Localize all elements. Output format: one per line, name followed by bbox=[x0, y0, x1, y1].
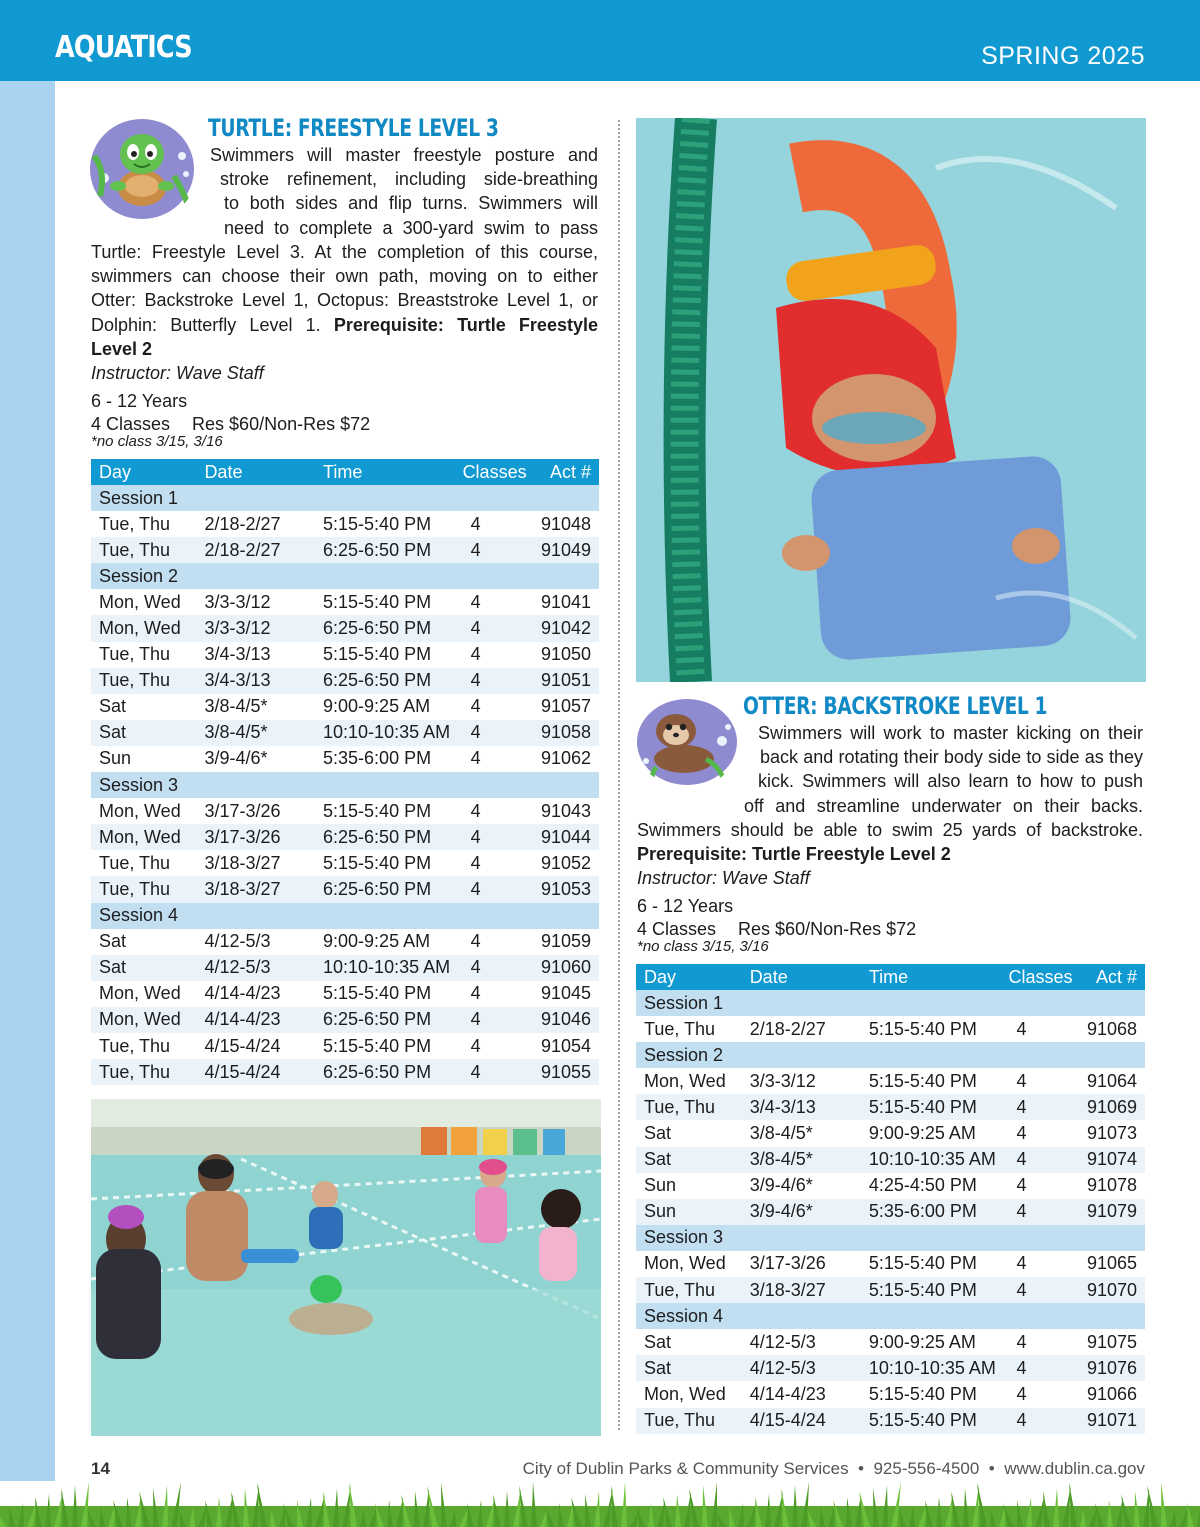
table-row bbox=[91, 1033, 599, 1059]
cell-time: 10:10-10:35 AM bbox=[861, 1147, 1001, 1173]
turtle-fees bbox=[91, 413, 598, 435]
footer-separator: • bbox=[988, 1459, 995, 1478]
pool-class-photo bbox=[91, 1099, 601, 1436]
cell-classes: 4 bbox=[470, 591, 481, 612]
cell-day: Tue, Thu bbox=[91, 668, 196, 694]
cell-act: 91054 bbox=[540, 1035, 591, 1056]
cell-act: 91064 bbox=[1086, 1070, 1137, 1091]
cell-classes: 4 bbox=[1016, 1383, 1027, 1404]
turtle-no-class-note: *no class 3/15, 3/16 bbox=[91, 433, 223, 450]
table-row bbox=[91, 746, 599, 772]
cell-time: 5:15-5:40 PM bbox=[861, 1277, 1001, 1303]
table-row bbox=[91, 876, 599, 902]
session-row bbox=[636, 1303, 1145, 1329]
table-row bbox=[636, 1408, 1145, 1434]
turtle-description-lead bbox=[210, 143, 598, 240]
cell-date: 4/14-4/23 bbox=[196, 1007, 315, 1033]
table-row bbox=[91, 981, 599, 1007]
col-header-classes: Classes bbox=[1000, 964, 1072, 990]
cell-date: 4/15-4/24 bbox=[742, 1408, 861, 1434]
cell-act: 91055 bbox=[527, 1059, 599, 1085]
table-row bbox=[91, 615, 599, 641]
cell-act: 91062 bbox=[540, 748, 591, 769]
kickboard-swimmer-photo bbox=[636, 118, 1146, 682]
table-row bbox=[636, 1068, 1145, 1094]
cell-classes: 4 bbox=[1000, 1094, 1072, 1120]
cell-act: 91059 bbox=[540, 931, 591, 952]
cell-act: 91044 bbox=[527, 824, 599, 850]
session-label: Session 1 bbox=[91, 485, 599, 511]
session-row bbox=[91, 903, 599, 929]
cell-day: Sat bbox=[636, 1147, 742, 1173]
table-row bbox=[91, 720, 599, 746]
cell-day: Tue, Thu bbox=[644, 1018, 716, 1039]
cell-classes: 4 bbox=[470, 800, 481, 821]
section-title: AQUATICS bbox=[55, 30, 192, 65]
session-label: Session 2 bbox=[91, 563, 599, 589]
cell-day: Sat bbox=[644, 1331, 672, 1352]
grass-blade bbox=[621, 1482, 627, 1527]
cell-time: 5:35-6:00 PM bbox=[861, 1199, 1001, 1225]
otter-classes-count: 4 Classes bbox=[637, 919, 717, 939]
cell-day: Tue, Thu bbox=[91, 1059, 196, 1085]
cell-time: 5:15-5:40 PM bbox=[861, 1408, 1001, 1434]
cell-time: 5:15-5:40 PM bbox=[323, 644, 432, 665]
session-row bbox=[636, 1225, 1145, 1251]
cell-act: 91046 bbox=[527, 1007, 599, 1033]
turtle-instructor: Instructor: Wave Staff bbox=[91, 363, 264, 383]
session-label: Session 4 bbox=[91, 903, 599, 929]
otter-desc-line-2: back and rotating their body side to side as they bbox=[760, 747, 1143, 768]
table-row bbox=[636, 1173, 1145, 1199]
cell-date: 3/17-3/26 bbox=[749, 1253, 826, 1274]
turtle-desc-line-1: Swimmers will master freestyle posture and bbox=[210, 145, 598, 165]
column-divider bbox=[618, 120, 620, 1430]
cell-time: 10:10-10:35 AM bbox=[315, 720, 455, 746]
table-row bbox=[91, 798, 599, 824]
cell-time: 9:00-9:25 AM bbox=[868, 1331, 976, 1352]
cell-act: 91053 bbox=[527, 876, 599, 902]
turtle-schedule-table bbox=[91, 459, 599, 1085]
session-label: Session 2 bbox=[636, 1042, 1145, 1068]
cell-date: 2/18-2/27 bbox=[749, 1018, 826, 1039]
cell-classes: 4 bbox=[1000, 1277, 1072, 1303]
col-header-act: Act # bbox=[1072, 964, 1145, 990]
cell-act: 91051 bbox=[527, 668, 599, 694]
cell-act: 91076 bbox=[1072, 1355, 1145, 1381]
cell-classes: 4 bbox=[455, 615, 527, 641]
cell-date: 3/3-3/12 bbox=[196, 615, 315, 641]
cell-act: 91070 bbox=[1072, 1277, 1145, 1303]
cell-time: 6:25-6:50 PM bbox=[315, 615, 455, 641]
turtle-desc-line-3: to both sides and flip turns. Swimmers will bbox=[224, 193, 598, 214]
cell-classes: 4 bbox=[455, 537, 527, 563]
col-header-date: Date bbox=[196, 459, 315, 485]
cell-classes: 4 bbox=[455, 955, 527, 981]
otter-desc-rest: Swimmers should be able to swim 25 yards of backstroke. bbox=[637, 820, 1143, 840]
cell-date: 3/4-3/13 bbox=[204, 644, 271, 665]
cell-date: 3/18-3/27 bbox=[196, 876, 315, 902]
otter-prereq: Prerequisite: Turtle Freestyle Level 2 bbox=[637, 844, 951, 865]
cell-time: 9:00-9:25 AM bbox=[868, 1123, 976, 1144]
col-header-date: Date bbox=[742, 964, 861, 990]
cell-date: 3/9-4/6* bbox=[204, 748, 268, 769]
cell-date: 3/9-4/6* bbox=[749, 1175, 813, 1196]
cell-classes: 4 bbox=[1016, 1331, 1027, 1352]
col-header-time: Time bbox=[315, 459, 455, 485]
page-header bbox=[0, 0, 1200, 81]
cell-date: 2/18-2/27 bbox=[204, 513, 281, 534]
session-label: Session 3 bbox=[91, 772, 599, 798]
table-row bbox=[91, 642, 599, 668]
cell-day: Sat bbox=[636, 1355, 742, 1381]
cell-day: Mon, Wed bbox=[91, 615, 196, 641]
cell-act: 91052 bbox=[540, 852, 591, 873]
cell-date: 4/12-5/3 bbox=[742, 1355, 861, 1381]
cell-day: Sun bbox=[99, 748, 132, 769]
cell-classes: 4 bbox=[1000, 1147, 1072, 1173]
cell-day: Sat bbox=[99, 931, 127, 952]
cell-act: 91066 bbox=[1086, 1383, 1137, 1404]
turtle-meta bbox=[91, 361, 598, 448]
session-label: Session 1 bbox=[636, 990, 1145, 1016]
turtle-ages: 6 - 12 Years bbox=[91, 391, 188, 411]
cell-act: 91079 bbox=[1072, 1199, 1145, 1225]
table-row bbox=[91, 850, 599, 876]
cell-classes: 4 bbox=[455, 1059, 527, 1085]
table-row bbox=[636, 1329, 1145, 1355]
session-row bbox=[636, 990, 1145, 1016]
cell-act: 91073 bbox=[1086, 1123, 1137, 1144]
otter-desc-line-3: kick. Swimmers will also learn to how to push bbox=[758, 771, 1143, 792]
cell-day: Tue, Thu bbox=[636, 1408, 742, 1434]
cell-date: 3/8-4/5* bbox=[742, 1147, 861, 1173]
cell-date: 4/12-5/3 bbox=[196, 955, 315, 981]
table-row bbox=[636, 1277, 1145, 1303]
table-row bbox=[91, 511, 599, 537]
col-header-time: Time bbox=[861, 964, 1001, 990]
footer-org: City of Dublin Parks & Community Services bbox=[522, 1459, 849, 1478]
cell-date: 3/4-3/13 bbox=[196, 668, 315, 694]
cell-time: 5:15-5:40 PM bbox=[323, 800, 432, 821]
otter-description bbox=[637, 818, 1143, 866]
cell-time: 5:15-5:40 PM bbox=[323, 852, 432, 873]
cell-day: Tue, Thu bbox=[636, 1094, 742, 1120]
page-number: 14 bbox=[91, 1459, 110, 1478]
cell-time: 5:15-5:40 PM bbox=[868, 1253, 977, 1274]
cell-day: Sat bbox=[91, 720, 196, 746]
cell-day: Mon, Wed bbox=[644, 1070, 726, 1091]
cell-time: 9:00-9:25 AM bbox=[323, 931, 431, 952]
cell-date: 3/17-3/26 bbox=[204, 800, 281, 821]
otter-schedule-table bbox=[636, 964, 1145, 1434]
table-header-row bbox=[636, 964, 1145, 990]
cell-date: 4/14-4/23 bbox=[749, 1383, 826, 1404]
cell-act: 91071 bbox=[1072, 1408, 1145, 1434]
grass-blade bbox=[1161, 1482, 1167, 1527]
cell-time: 5:15-5:40 PM bbox=[323, 513, 432, 534]
cell-act: 91065 bbox=[1086, 1253, 1137, 1274]
cell-time: 6:25-6:50 PM bbox=[315, 1007, 455, 1033]
col-header-day: Day bbox=[91, 459, 196, 485]
cell-time: 4:25-4:50 PM bbox=[868, 1175, 977, 1196]
table-row bbox=[91, 668, 599, 694]
cell-day: Mon, Wed bbox=[99, 591, 181, 612]
cell-act: 91068 bbox=[1086, 1018, 1137, 1039]
cell-date: 3/8-4/5* bbox=[749, 1123, 813, 1144]
cell-classes: 4 bbox=[455, 824, 527, 850]
session-row bbox=[91, 485, 599, 511]
turtle-desc-line-2: stroke refinement, including side-breathing bbox=[220, 169, 598, 190]
table-row bbox=[91, 537, 599, 563]
turtle-price: Res $60/Non-Res $72 bbox=[192, 414, 371, 434]
cell-date: 3/9-4/6* bbox=[742, 1199, 861, 1225]
cell-classes: 4 bbox=[1016, 1175, 1027, 1196]
footer-website[interactable]: www.dublin.ca.gov bbox=[1004, 1459, 1145, 1478]
cell-time: 5:15-5:40 PM bbox=[868, 1018, 977, 1039]
left-sidebar-band bbox=[0, 81, 55, 1481]
cell-act: 91048 bbox=[540, 513, 591, 534]
cell-time: 5:35-6:00 PM bbox=[323, 748, 432, 769]
cell-act: 91043 bbox=[540, 800, 591, 821]
cell-act: 91041 bbox=[540, 591, 591, 612]
otter-instructor: Instructor: Wave Staff bbox=[637, 868, 810, 888]
cell-classes: 4 bbox=[1016, 1253, 1027, 1274]
cell-classes: 4 bbox=[470, 931, 481, 952]
cell-classes: 4 bbox=[470, 644, 481, 665]
cell-day: Mon, Wed bbox=[644, 1253, 726, 1274]
cell-date: 3/8-4/5* bbox=[204, 696, 268, 717]
cell-act: 91069 bbox=[1072, 1094, 1145, 1120]
otter-title: OTTER: BACKSTROKE LEVEL 1 bbox=[743, 692, 1048, 720]
cell-date: 3/18-3/27 bbox=[204, 852, 281, 873]
cell-day: Tue, Thu bbox=[99, 513, 171, 534]
cell-day: Sat bbox=[91, 955, 196, 981]
cell-classes: 4 bbox=[1000, 1355, 1072, 1381]
cell-day: Tue, Thu bbox=[99, 852, 171, 873]
cell-classes: 4 bbox=[470, 513, 481, 534]
otter-fees bbox=[637, 918, 1143, 940]
cell-time: 5:15-5:40 PM bbox=[861, 1094, 1001, 1120]
cell-time: 5:15-5:40 PM bbox=[323, 983, 432, 1004]
cell-classes: 4 bbox=[1000, 1199, 1072, 1225]
turtle-desc-rest: Turtle: Freestyle Level 3. At the completion of this course, swimmers can choose their own path, moving on to either Otter: Backstroke Level 1, Octopus: Breaststroke Level 1, or Dolphin: Butterfly Level 1. bbox=[91, 242, 598, 335]
otter-meta bbox=[637, 866, 1143, 953]
turtle-prereq: Prerequisite: Turtle Freestyle Level 2 bbox=[91, 314, 598, 359]
cell-classes: 4 bbox=[470, 696, 481, 717]
cell-time: 5:15-5:40 PM bbox=[323, 591, 432, 612]
cell-act: 91060 bbox=[527, 955, 599, 981]
cell-classes: 4 bbox=[455, 1007, 527, 1033]
table-row bbox=[91, 1007, 599, 1033]
cell-day: Tue, Thu bbox=[91, 537, 196, 563]
footer-phone: 925-556-4500 bbox=[873, 1459, 980, 1478]
otter-desc-line-4: off and streamline underwater on their backs. bbox=[744, 795, 1143, 816]
cell-time: 10:10-10:35 AM bbox=[315, 955, 455, 981]
cell-classes: 4 bbox=[455, 876, 527, 902]
otter-price: Res $60/Non-Res $72 bbox=[738, 919, 917, 939]
cell-time: 6:25-6:50 PM bbox=[315, 537, 455, 563]
cell-date: 4/12-5/3 bbox=[749, 1331, 816, 1352]
table-row bbox=[636, 1120, 1145, 1146]
cell-day: Mon, Wed bbox=[91, 1007, 196, 1033]
cell-act: 91058 bbox=[527, 720, 599, 746]
cell-date: 2/18-2/27 bbox=[196, 537, 315, 563]
turtle-desc-line-4: need to complete a 300-yard swim to pass bbox=[224, 217, 598, 238]
otter-no-class-note: *no class 3/15, 3/16 bbox=[637, 938, 769, 955]
cell-act: 91042 bbox=[527, 615, 599, 641]
cell-date: 4/15-4/24 bbox=[204, 1035, 281, 1056]
table-row bbox=[91, 824, 599, 850]
table-row bbox=[636, 1016, 1145, 1042]
cell-date: 3/3-3/12 bbox=[749, 1070, 816, 1091]
cell-act: 91078 bbox=[1086, 1175, 1137, 1196]
cell-date: 3/18-3/27 bbox=[742, 1277, 861, 1303]
table-row bbox=[636, 1094, 1145, 1120]
cell-time: 10:10-10:35 AM bbox=[861, 1355, 1001, 1381]
cell-day: Mon, Wed bbox=[91, 824, 196, 850]
cell-act: 91050 bbox=[540, 644, 591, 665]
cell-day: Mon, Wed bbox=[99, 983, 181, 1004]
cell-time: 6:25-6:50 PM bbox=[315, 824, 455, 850]
cell-day: Tue, Thu bbox=[636, 1277, 742, 1303]
table-row bbox=[636, 1381, 1145, 1407]
session-row bbox=[91, 772, 599, 798]
turtle-classes-count: 4 Classes bbox=[91, 414, 171, 434]
turtle-mascot-icon bbox=[86, 116, 198, 222]
cell-time: 5:15-5:40 PM bbox=[323, 1035, 432, 1056]
cell-date: 4/15-4/24 bbox=[196, 1059, 315, 1085]
cell-classes: 4 bbox=[470, 748, 481, 769]
table-row bbox=[91, 929, 599, 955]
cell-day: Tue, Thu bbox=[99, 644, 171, 665]
cell-classes: 4 bbox=[1016, 1018, 1027, 1039]
cell-act: 91057 bbox=[540, 696, 591, 717]
session-row bbox=[636, 1042, 1145, 1068]
cell-classes: 4 bbox=[470, 852, 481, 873]
cell-classes: 4 bbox=[1016, 1070, 1027, 1091]
cell-classes: 4 bbox=[455, 720, 527, 746]
grass-decoration bbox=[0, 1476, 1200, 1527]
cell-day: Tue, Thu bbox=[91, 876, 196, 902]
cell-act: 91074 bbox=[1072, 1147, 1145, 1173]
col-header-day: Day bbox=[636, 964, 742, 990]
cell-day: Tue, Thu bbox=[99, 1035, 171, 1056]
session-row bbox=[91, 563, 599, 589]
cell-day: Mon, Wed bbox=[644, 1383, 726, 1404]
grass-blade bbox=[531, 1482, 537, 1527]
cell-time: 9:00-9:25 AM bbox=[323, 696, 431, 717]
cell-time: 6:25-6:50 PM bbox=[315, 876, 455, 902]
cell-act: 91075 bbox=[1086, 1331, 1137, 1352]
cell-classes: 4 bbox=[1000, 1408, 1072, 1434]
cell-classes: 4 bbox=[470, 1035, 481, 1056]
cell-time: 5:15-5:40 PM bbox=[868, 1070, 977, 1091]
cell-day: Sun bbox=[644, 1175, 677, 1196]
turtle-description bbox=[91, 240, 598, 361]
footer-separator: • bbox=[858, 1459, 864, 1478]
session-label: Session 3 bbox=[636, 1225, 1145, 1251]
cell-time: 6:25-6:50 PM bbox=[315, 1059, 455, 1085]
cell-classes: 4 bbox=[455, 668, 527, 694]
otter-desc-line-1: Swimmers will work to master kicking on their bbox=[758, 723, 1143, 743]
table-row bbox=[636, 1355, 1145, 1381]
table-row bbox=[636, 1251, 1145, 1277]
cell-date: 3/3-3/12 bbox=[204, 591, 271, 612]
cell-day: Sun bbox=[636, 1199, 742, 1225]
season-label: SPRING 2025 bbox=[981, 42, 1145, 70]
session-label: Session 4 bbox=[636, 1303, 1145, 1329]
cell-time: 6:25-6:50 PM bbox=[315, 668, 455, 694]
col-header-classes: Classes bbox=[455, 459, 527, 485]
turtle-title: TURTLE: FREESTYLE LEVEL 3 bbox=[208, 114, 499, 142]
cell-day: Sat bbox=[99, 696, 127, 717]
cell-act: 91049 bbox=[527, 537, 599, 563]
otter-description-lead bbox=[744, 721, 1143, 818]
table-header-row bbox=[91, 459, 599, 485]
cell-act: 91045 bbox=[540, 983, 591, 1004]
cell-date: 3/8-4/5* bbox=[196, 720, 315, 746]
table-row bbox=[91, 589, 599, 615]
cell-classes: 4 bbox=[1016, 1123, 1027, 1144]
col-header-act: Act # bbox=[527, 459, 599, 485]
otter-mascot-icon bbox=[634, 697, 741, 787]
table-row bbox=[636, 1199, 1145, 1225]
table-row bbox=[91, 955, 599, 981]
table-row bbox=[91, 694, 599, 720]
cell-date: 3/4-3/13 bbox=[742, 1094, 861, 1120]
table-row bbox=[636, 1147, 1145, 1173]
cell-date: 4/14-4/23 bbox=[204, 983, 281, 1004]
otter-ages: 6 - 12 Years bbox=[637, 896, 734, 916]
cell-date: 4/12-5/3 bbox=[204, 931, 271, 952]
cell-date: 3/17-3/26 bbox=[196, 824, 315, 850]
cell-day: Mon, Wed bbox=[99, 800, 181, 821]
cell-classes: 4 bbox=[470, 983, 481, 1004]
cell-time: 5:15-5:40 PM bbox=[868, 1383, 977, 1404]
cell-day: Sat bbox=[644, 1123, 672, 1144]
table-row bbox=[91, 1059, 599, 1085]
